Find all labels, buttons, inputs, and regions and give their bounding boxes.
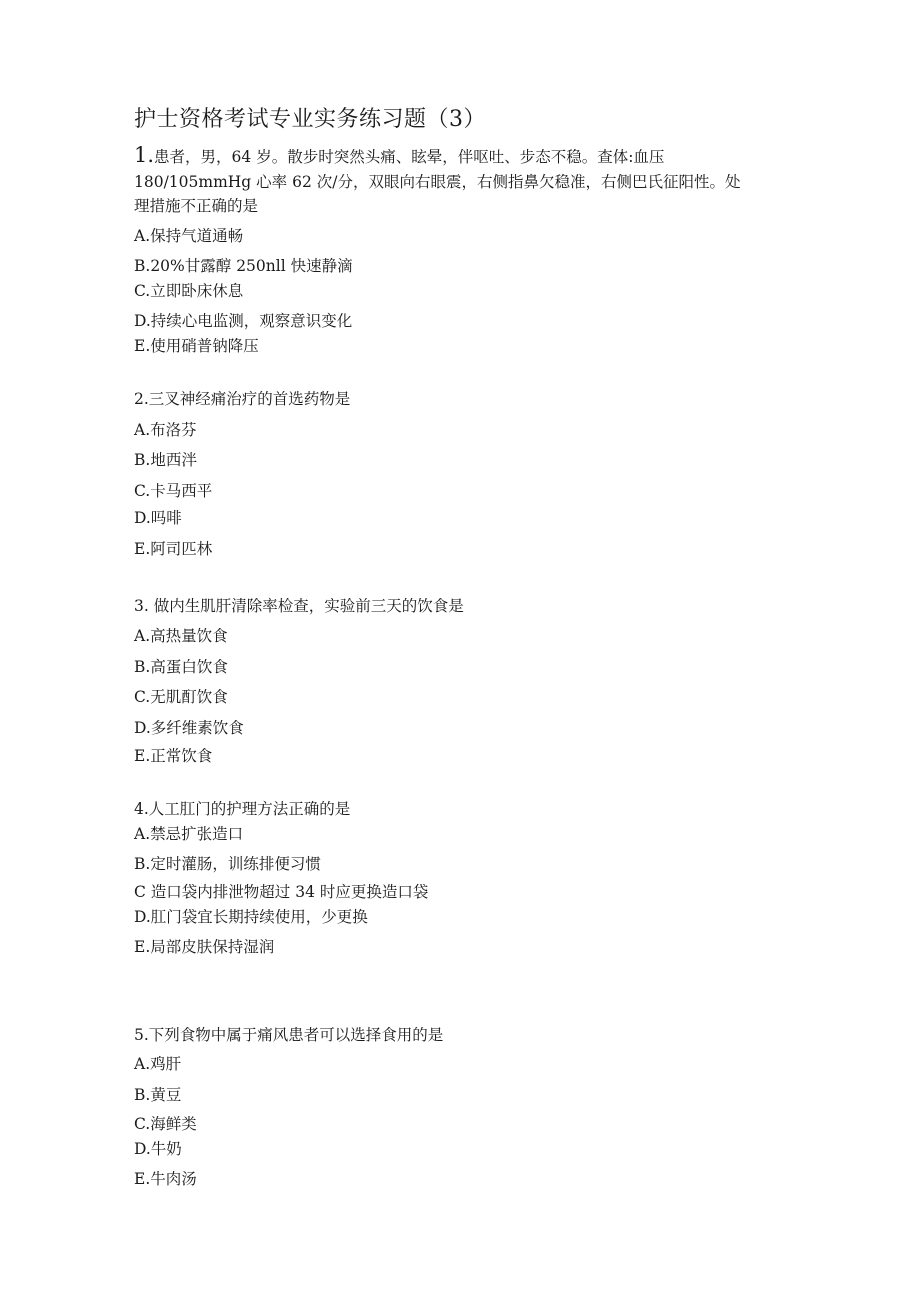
question-5-option-b: B.黄豆 bbox=[134, 1086, 182, 1104]
question-2-option-d: D.吗啡 bbox=[134, 509, 182, 527]
question-3-option-c: C.无肌酊饮食 bbox=[134, 688, 228, 706]
question-4-option-d: D.肛门袋宜长期持续使用，少更换 bbox=[134, 908, 368, 926]
question-5-stem: 5.下列食物中属于痛风患者可以选择食用的是 bbox=[134, 1026, 444, 1044]
question-1-option-e: E.使用硝普钠降压 bbox=[134, 337, 259, 355]
question-1-stem-line-1 bbox=[134, 145, 664, 167]
question-1-option-b: B.20%甘露醇 250nll 快速静滴 bbox=[134, 257, 353, 275]
question-2-option-b: B.地西泮 bbox=[134, 451, 197, 469]
question-1-stem-text: 患者，男，64 岁。散步时突然头痛、眩晕，伴呕吐、步态不稳。查体:血压 bbox=[154, 148, 665, 166]
question-1-stem-line-2: 180/105mmHg 心率 62 次/分，双眼向右眼震，右侧指鼻欠稳准，右侧巴氏征阳性。处 bbox=[134, 173, 741, 191]
question-1-stem-line-3: 理措施不正确的是 bbox=[134, 197, 259, 215]
question-1-option-d: D.持续心电监测，观察意识变化 bbox=[134, 312, 353, 330]
question-4-option-b: B.定时灌肠，训练排便习惯 bbox=[134, 855, 321, 873]
question-3-stem: 3. 做内生肌肝清除率检查，实验前三天的饮食是 bbox=[134, 597, 464, 615]
question-5-option-c: C.海鲜类 bbox=[134, 1115, 197, 1133]
question-3-option-e: E.正常饮食 bbox=[134, 747, 213, 765]
question-4-stem: 4.人工肛门的护理方法正确的是 bbox=[134, 800, 351, 818]
question-2-stem: 2.三叉神经痛治疗的首选药物是 bbox=[134, 390, 351, 408]
question-5-option-d: D.牛奶 bbox=[134, 1140, 182, 1158]
question-5-option-a: A.鸡肝 bbox=[134, 1055, 182, 1073]
question-3-option-b: B.高蛋白饮食 bbox=[134, 658, 228, 676]
question-5-option-e: E.牛肉汤 bbox=[134, 1170, 197, 1188]
question-4-option-e: E.局部皮肤保持湿润 bbox=[134, 938, 275, 956]
question-2-option-a: A.布洛芬 bbox=[134, 421, 197, 439]
question-4-option-c: C 造口袋内排泄物超过 34 时应更换造口袋 bbox=[134, 883, 429, 901]
question-1-option-c: C.立即卧床休息 bbox=[134, 282, 244, 300]
question-4-option-a: A.禁忌扩张造口 bbox=[134, 825, 244, 843]
question-1-option-a: A.保持气道通畅 bbox=[134, 227, 244, 245]
document-title: 护士资格考试专业实务练习题（3） bbox=[134, 107, 486, 132]
question-2-option-c: C.卡马西平 bbox=[134, 482, 213, 500]
question-1-number: 1. bbox=[134, 143, 155, 167]
question-3-option-a: A.高热量饮食 bbox=[134, 627, 228, 645]
question-3-option-d: D.多纤维素饮食 bbox=[134, 719, 244, 737]
question-2-option-e: E.阿司匹林 bbox=[134, 540, 213, 558]
